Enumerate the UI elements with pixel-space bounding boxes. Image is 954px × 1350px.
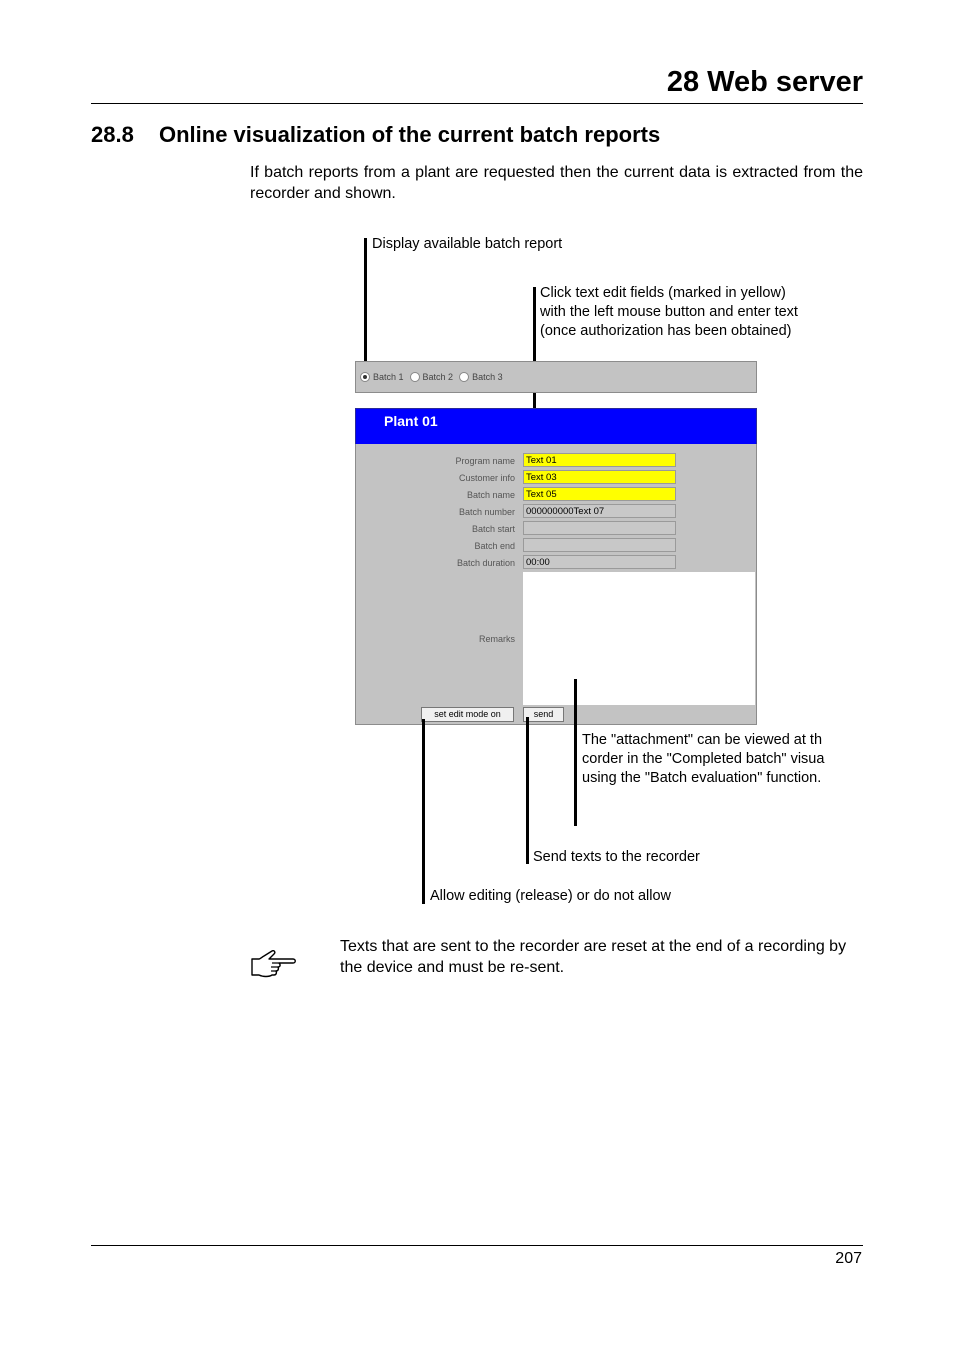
intro-paragraph: If batch reports from a plant are requested then the current data is extracted from the recorder and shown. [250, 164, 863, 202]
remarks-textarea[interactable] [523, 572, 755, 705]
page-number: 207 [835, 1250, 862, 1267]
set-edit-mode-button[interactable]: set edit mode on [421, 707, 514, 722]
plant-panel-header [355, 408, 757, 446]
batch-end-field [523, 538, 676, 552]
callout-attachment-line: The "attachment" can be viewed at th [582, 732, 823, 748]
leader-line-edit-mode [422, 719, 425, 904]
batch-duration-field: 00:00 [523, 555, 676, 569]
callout-send-texts: Send texts to the recorder [533, 849, 700, 865]
batch-selector-bar [355, 361, 757, 393]
section-heading [91, 122, 660, 148]
leader-line-batch [364, 238, 367, 366]
callout-allow-editing: Allow editing (release) or do not allow [430, 888, 671, 904]
batch-radio-label: Batch 2 [422, 372, 454, 382]
field-label-batch-name: Batch name [466, 490, 515, 500]
batch-radio-label: Batch 3 [472, 372, 503, 382]
batch-number-field: 000000000Text 07 [523, 504, 676, 518]
program-name-field[interactable]: Text 01 [523, 453, 676, 467]
batch-radio-group [360, 372, 509, 382]
radio-selected-icon [360, 372, 370, 382]
note-text: Texts that are sent to the recorder are reset at the end of a recording by the device and must be re-sent. [340, 938, 847, 976]
batch-name-field[interactable]: Text 05 [523, 487, 676, 501]
header-rule [91, 103, 863, 104]
section-number: 28.8 [91, 122, 134, 147]
field-label-remarks: Remarks [478, 634, 515, 644]
field-label-batch-number: Batch number [458, 507, 515, 517]
chapter-title: 28 Web server [666, 66, 863, 98]
batch-radio-label: Batch 1 [373, 372, 404, 382]
callout-attachment [582, 731, 852, 788]
batch-start-field [523, 521, 676, 535]
callout-edit-fields [540, 284, 798, 341]
callout-attachment-line: corder in the "Completed batch" visua [582, 751, 825, 767]
field-label-batch-start: Batch start [471, 524, 515, 534]
leader-line-attachment [574, 679, 577, 826]
field-label-batch-duration: Batch duration [456, 558, 515, 568]
customer-info-field[interactable]: Text 03 [523, 470, 676, 484]
callout-display-batch: Display available batch report [372, 236, 563, 252]
radio-unselected-icon [410, 372, 420, 382]
callout-edit-fields-line: Click text edit fields (marked in yellow) [540, 285, 786, 301]
batch-radio-3[interactable] [459, 372, 503, 382]
radio-unselected-icon [459, 372, 469, 382]
callout-edit-fields-line: with the left mouse button and enter text [540, 304, 798, 320]
pointing-hand-icon [250, 950, 296, 978]
leader-line-send [526, 717, 529, 864]
field-label-batch-end: Batch end [474, 541, 515, 551]
plant-title: Plant 01 [384, 413, 438, 429]
callout-edit-fields-line: (once authorization has been obtained) [540, 323, 792, 339]
send-button[interactable]: send [523, 707, 564, 722]
batch-radio-2[interactable] [410, 372, 454, 382]
field-label-customer-info: Customer info [458, 473, 515, 483]
field-label-program-name: Program name [455, 456, 515, 466]
batch-radio-1[interactable] [360, 372, 404, 382]
callout-attachment-line: using the "Batch evaluation" function. [582, 770, 822, 786]
footer-rule [91, 1245, 863, 1246]
section-title: Online visualization of the current batch reports [159, 122, 661, 147]
